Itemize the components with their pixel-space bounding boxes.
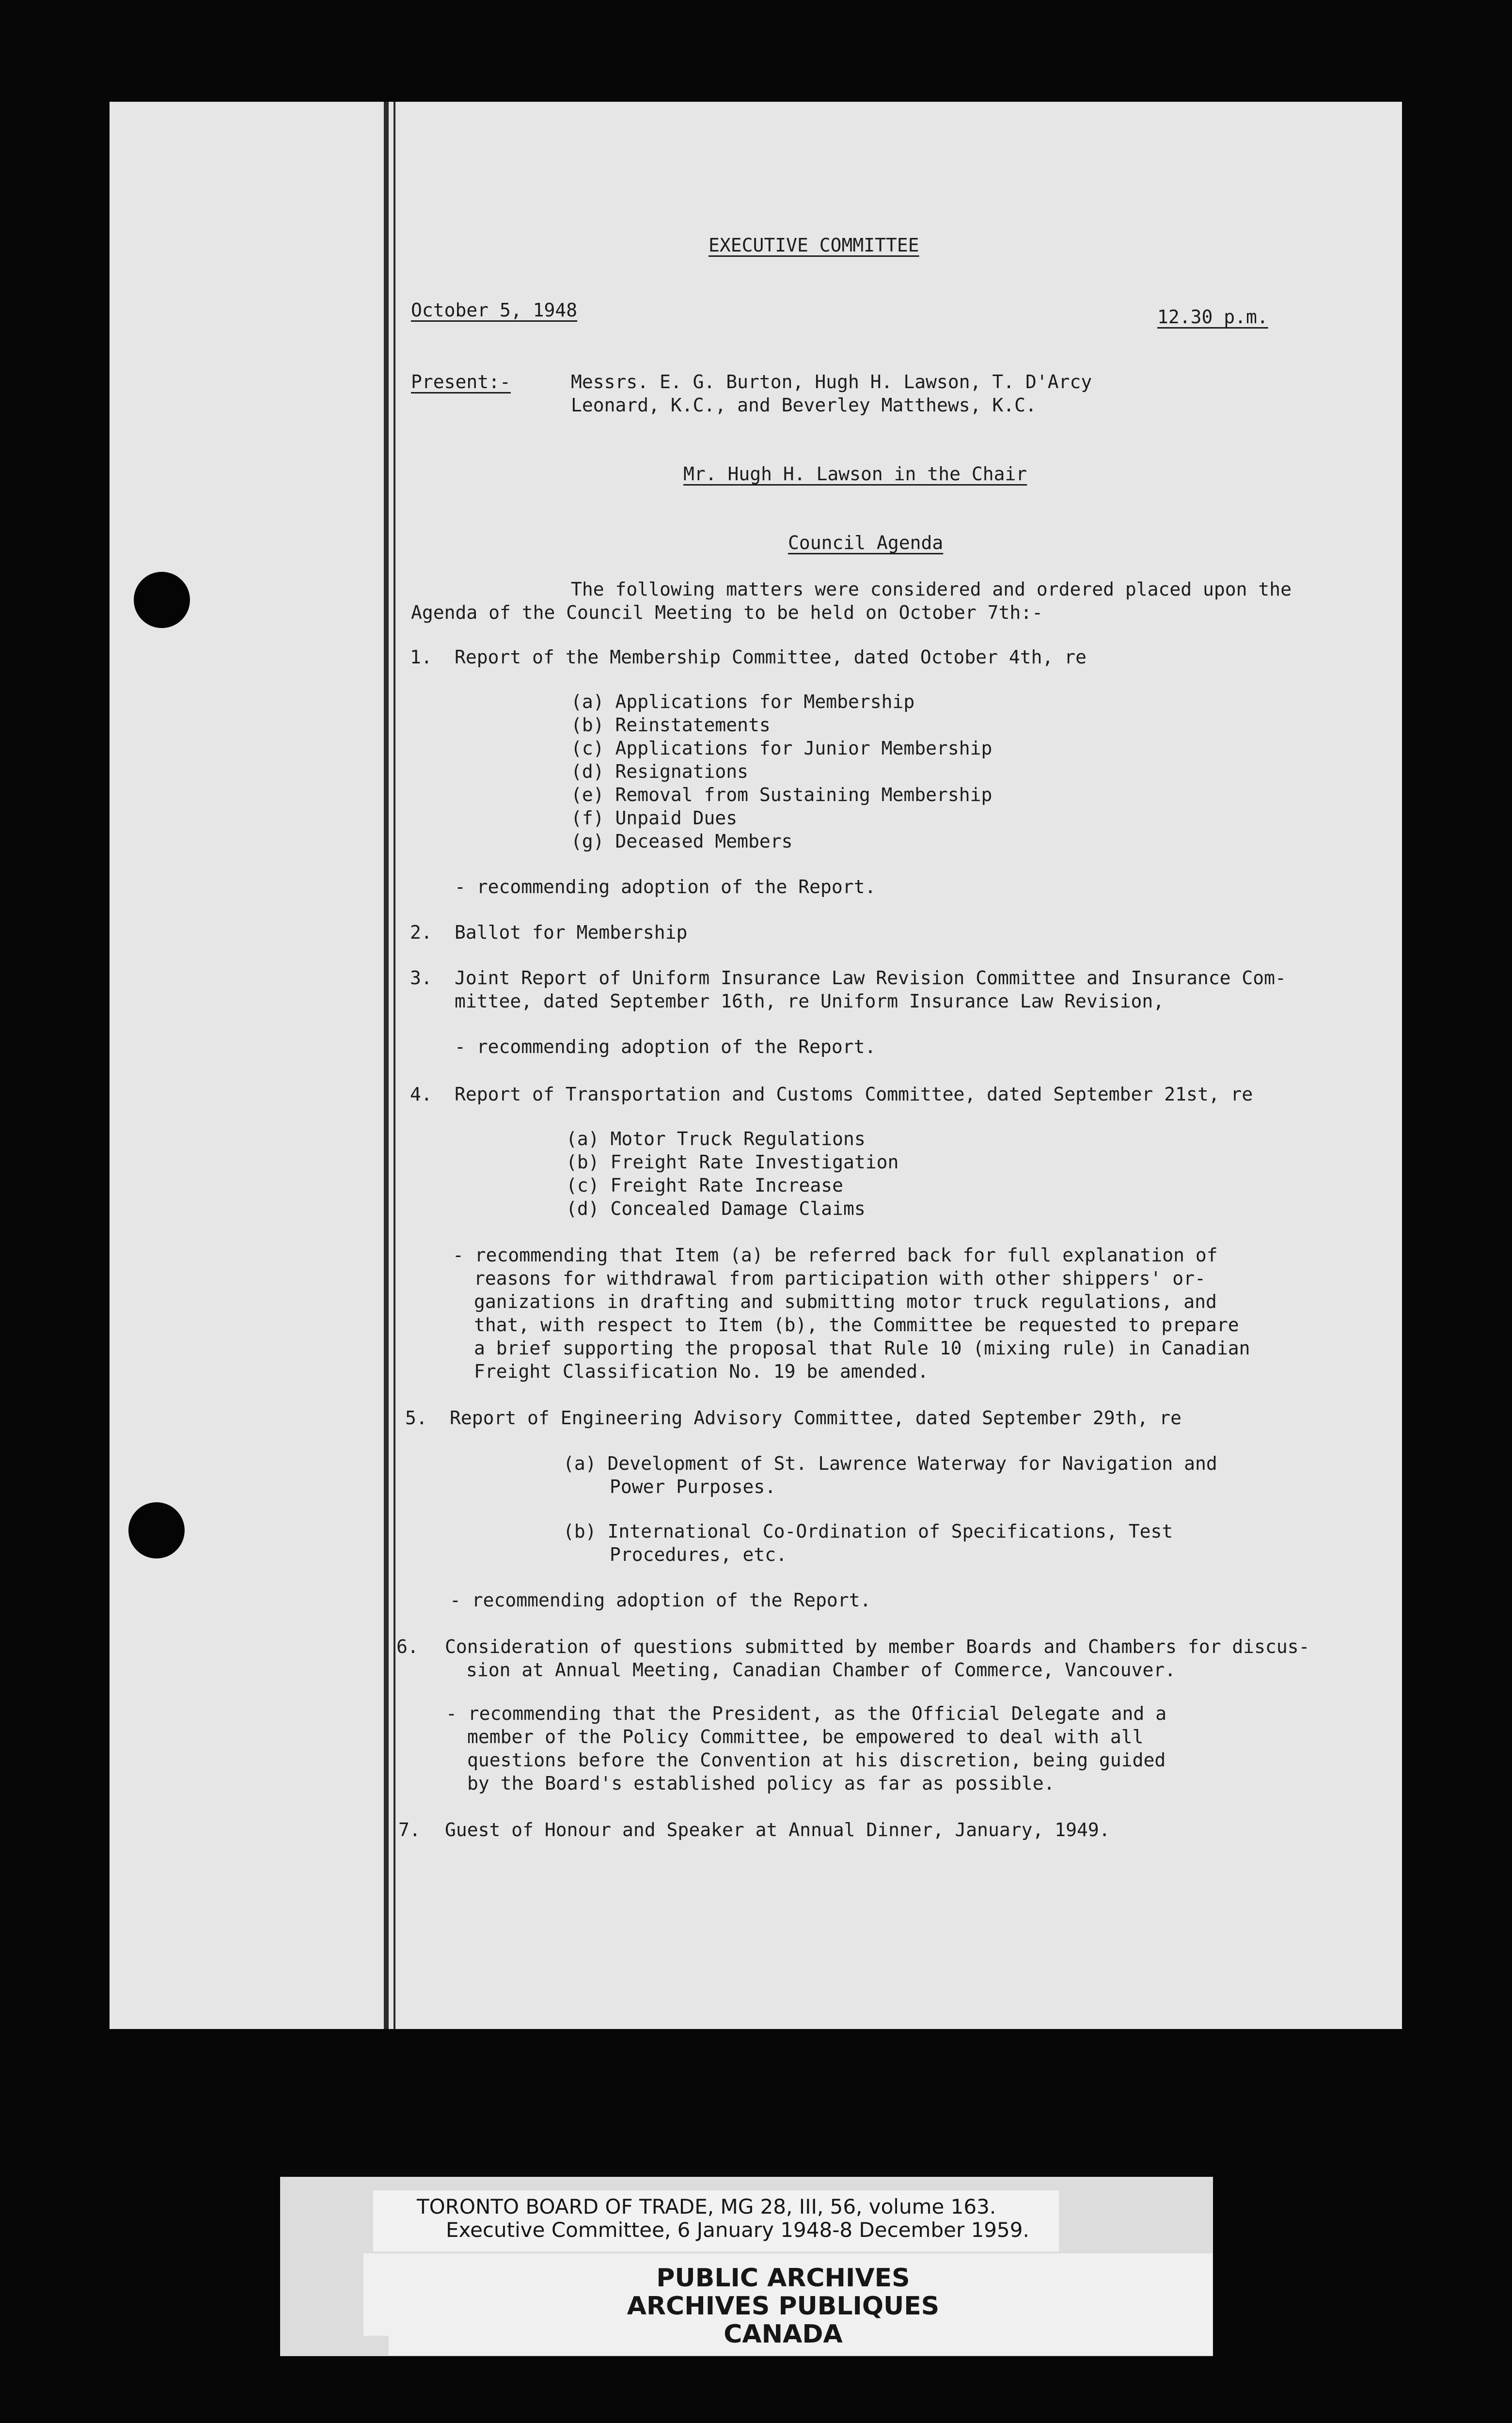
recommendation-line: - recommending adoption of the Report.: [455, 1036, 876, 1057]
item-number: 7.: [398, 1819, 421, 1841]
sub-item: (b) International Co-Ordination of Specifications, Test: [563, 1521, 1173, 1542]
item-text: Report of Engineering Advisory Committee, dated September 29th, re: [450, 1407, 1181, 1429]
sub-item: (d) Resignations: [571, 761, 749, 782]
recommendation-line: - recommending that Item (a) be referred back for full explanation of: [453, 1244, 1218, 1266]
sub-item: (a) Applications for Membership: [571, 691, 915, 712]
sub-item: (c) Freight Rate Increase: [566, 1175, 843, 1196]
sub-item: (a) Development of St. Lawrence Waterway for Navigation and: [563, 1453, 1217, 1474]
item-text: Ballot for Membership: [455, 922, 688, 943]
present-names-line: Messrs. E. G. Burton, Hugh H. Lawson, T. D'Arcy: [571, 371, 1092, 393]
recommendation-line: that, with respect to Item (b), the Committee be requested to prepare: [474, 1314, 1239, 1336]
archive-reference-line: TORONTO BOARD OF TRADE, MG 28, III, 56, volume 163.: [417, 2195, 996, 2218]
recommendation-line: by the Board's established policy as far as possible.: [467, 1773, 1055, 1794]
document-heading: EXECUTIVE COMMITTEE: [709, 235, 919, 256]
item-number: 5.: [405, 1407, 427, 1429]
recommendation-line: - recommending adoption of the Report.: [450, 1589, 871, 1611]
sub-item: (b) Reinstatements: [571, 714, 771, 736]
recommendation-line: - recommending adoption of the Report.: [455, 876, 876, 897]
recommendation-line: reasons for withdrawal from participation with other shippers' or-: [474, 1268, 1206, 1289]
recommendation-line: member of the Policy Committee, be empowered to deal with all: [467, 1726, 1144, 1747]
meeting-time: 12.30 p.m.: [1157, 306, 1268, 328]
sub-item: (e) Removal from Sustaining Membership: [571, 784, 992, 805]
archive-name-en: PUBLIC ARCHIVES: [656, 2264, 910, 2293]
present-label: Present:-: [411, 371, 511, 393]
item-text: Joint Report of Uniform Insurance Law Revision Committee and Insurance Com-: [455, 967, 1286, 989]
present-names-line: Leonard, K.C., and Beverley Matthews, K.C.: [571, 394, 1037, 416]
archive-country: CANADA: [724, 2320, 843, 2349]
sub-item: (c) Applications for Junior Membership: [571, 738, 992, 759]
intro-line: The following matters were considered and ordered placed upon the: [571, 579, 1292, 600]
recommendation-line: Freight Classification No. 19 be amended.: [474, 1361, 929, 1382]
sub-item: Procedures, etc.: [610, 1544, 788, 1565]
item-text: Guest of Honour and Speaker at Annual Dinner, January, 1949.: [445, 1819, 1110, 1841]
item-text: Consideration of questions submitted by member Boards and Chambers for discus-: [445, 1636, 1310, 1657]
recommendation-line: questions before the Convention at his discretion, being guided: [467, 1749, 1166, 1771]
item-number: 4.: [410, 1084, 432, 1105]
archive-label-tab: [363, 2253, 389, 2336]
item-text: Report of the Membership Committee, dated October 4th, re: [455, 646, 1087, 668]
sub-item: (a) Motor Truck Regulations: [566, 1128, 866, 1149]
sub-item: Power Purposes.: [610, 1476, 776, 1497]
chair-line: Mr. Hugh H. Lawson in the Chair: [683, 463, 1027, 485]
archive-name-fr: ARCHIVES PUBLIQUES: [627, 2292, 940, 2321]
intro-line: Agenda of the Council Meeting to be held on October 7th:-: [411, 602, 1043, 623]
sub-item: (b) Freight Rate Investigation: [566, 1151, 899, 1173]
meeting-date: October 5, 1948: [411, 299, 578, 321]
item-number: 2.: [410, 922, 432, 943]
recommendation-line: - recommending that the President, as the Official Delegate and a: [446, 1703, 1167, 1724]
item-text: mittee, dated September 16th, re Uniform Insurance Law Revision,: [455, 991, 1165, 1012]
archive-reference-line: Executive Committee, 6 January 1948-8 December 1959.: [446, 2218, 1029, 2242]
item-text: Report of Transportation and Customs Committee, dated September 21st, re: [455, 1084, 1253, 1105]
sub-item: (f) Unpaid Dues: [571, 807, 738, 829]
recommendation-line: ganizations in drafting and submitting motor truck regulations, and: [474, 1291, 1217, 1312]
sub-item: (g) Deceased Members: [571, 831, 793, 852]
item-text: sion at Annual Meeting, Canadian Chamber of Commerce, Vancouver.: [466, 1659, 1176, 1681]
item-number: 1.: [410, 646, 432, 668]
section-title: Council Agenda: [788, 532, 944, 553]
item-number: 6.: [396, 1636, 419, 1657]
sub-item: (d) Concealed Damage Claims: [566, 1198, 866, 1219]
recommendation-line: a brief supporting the proposal that Rule 10 (mixing rule) in Canadian: [474, 1337, 1250, 1359]
item-number: 3.: [410, 967, 432, 989]
